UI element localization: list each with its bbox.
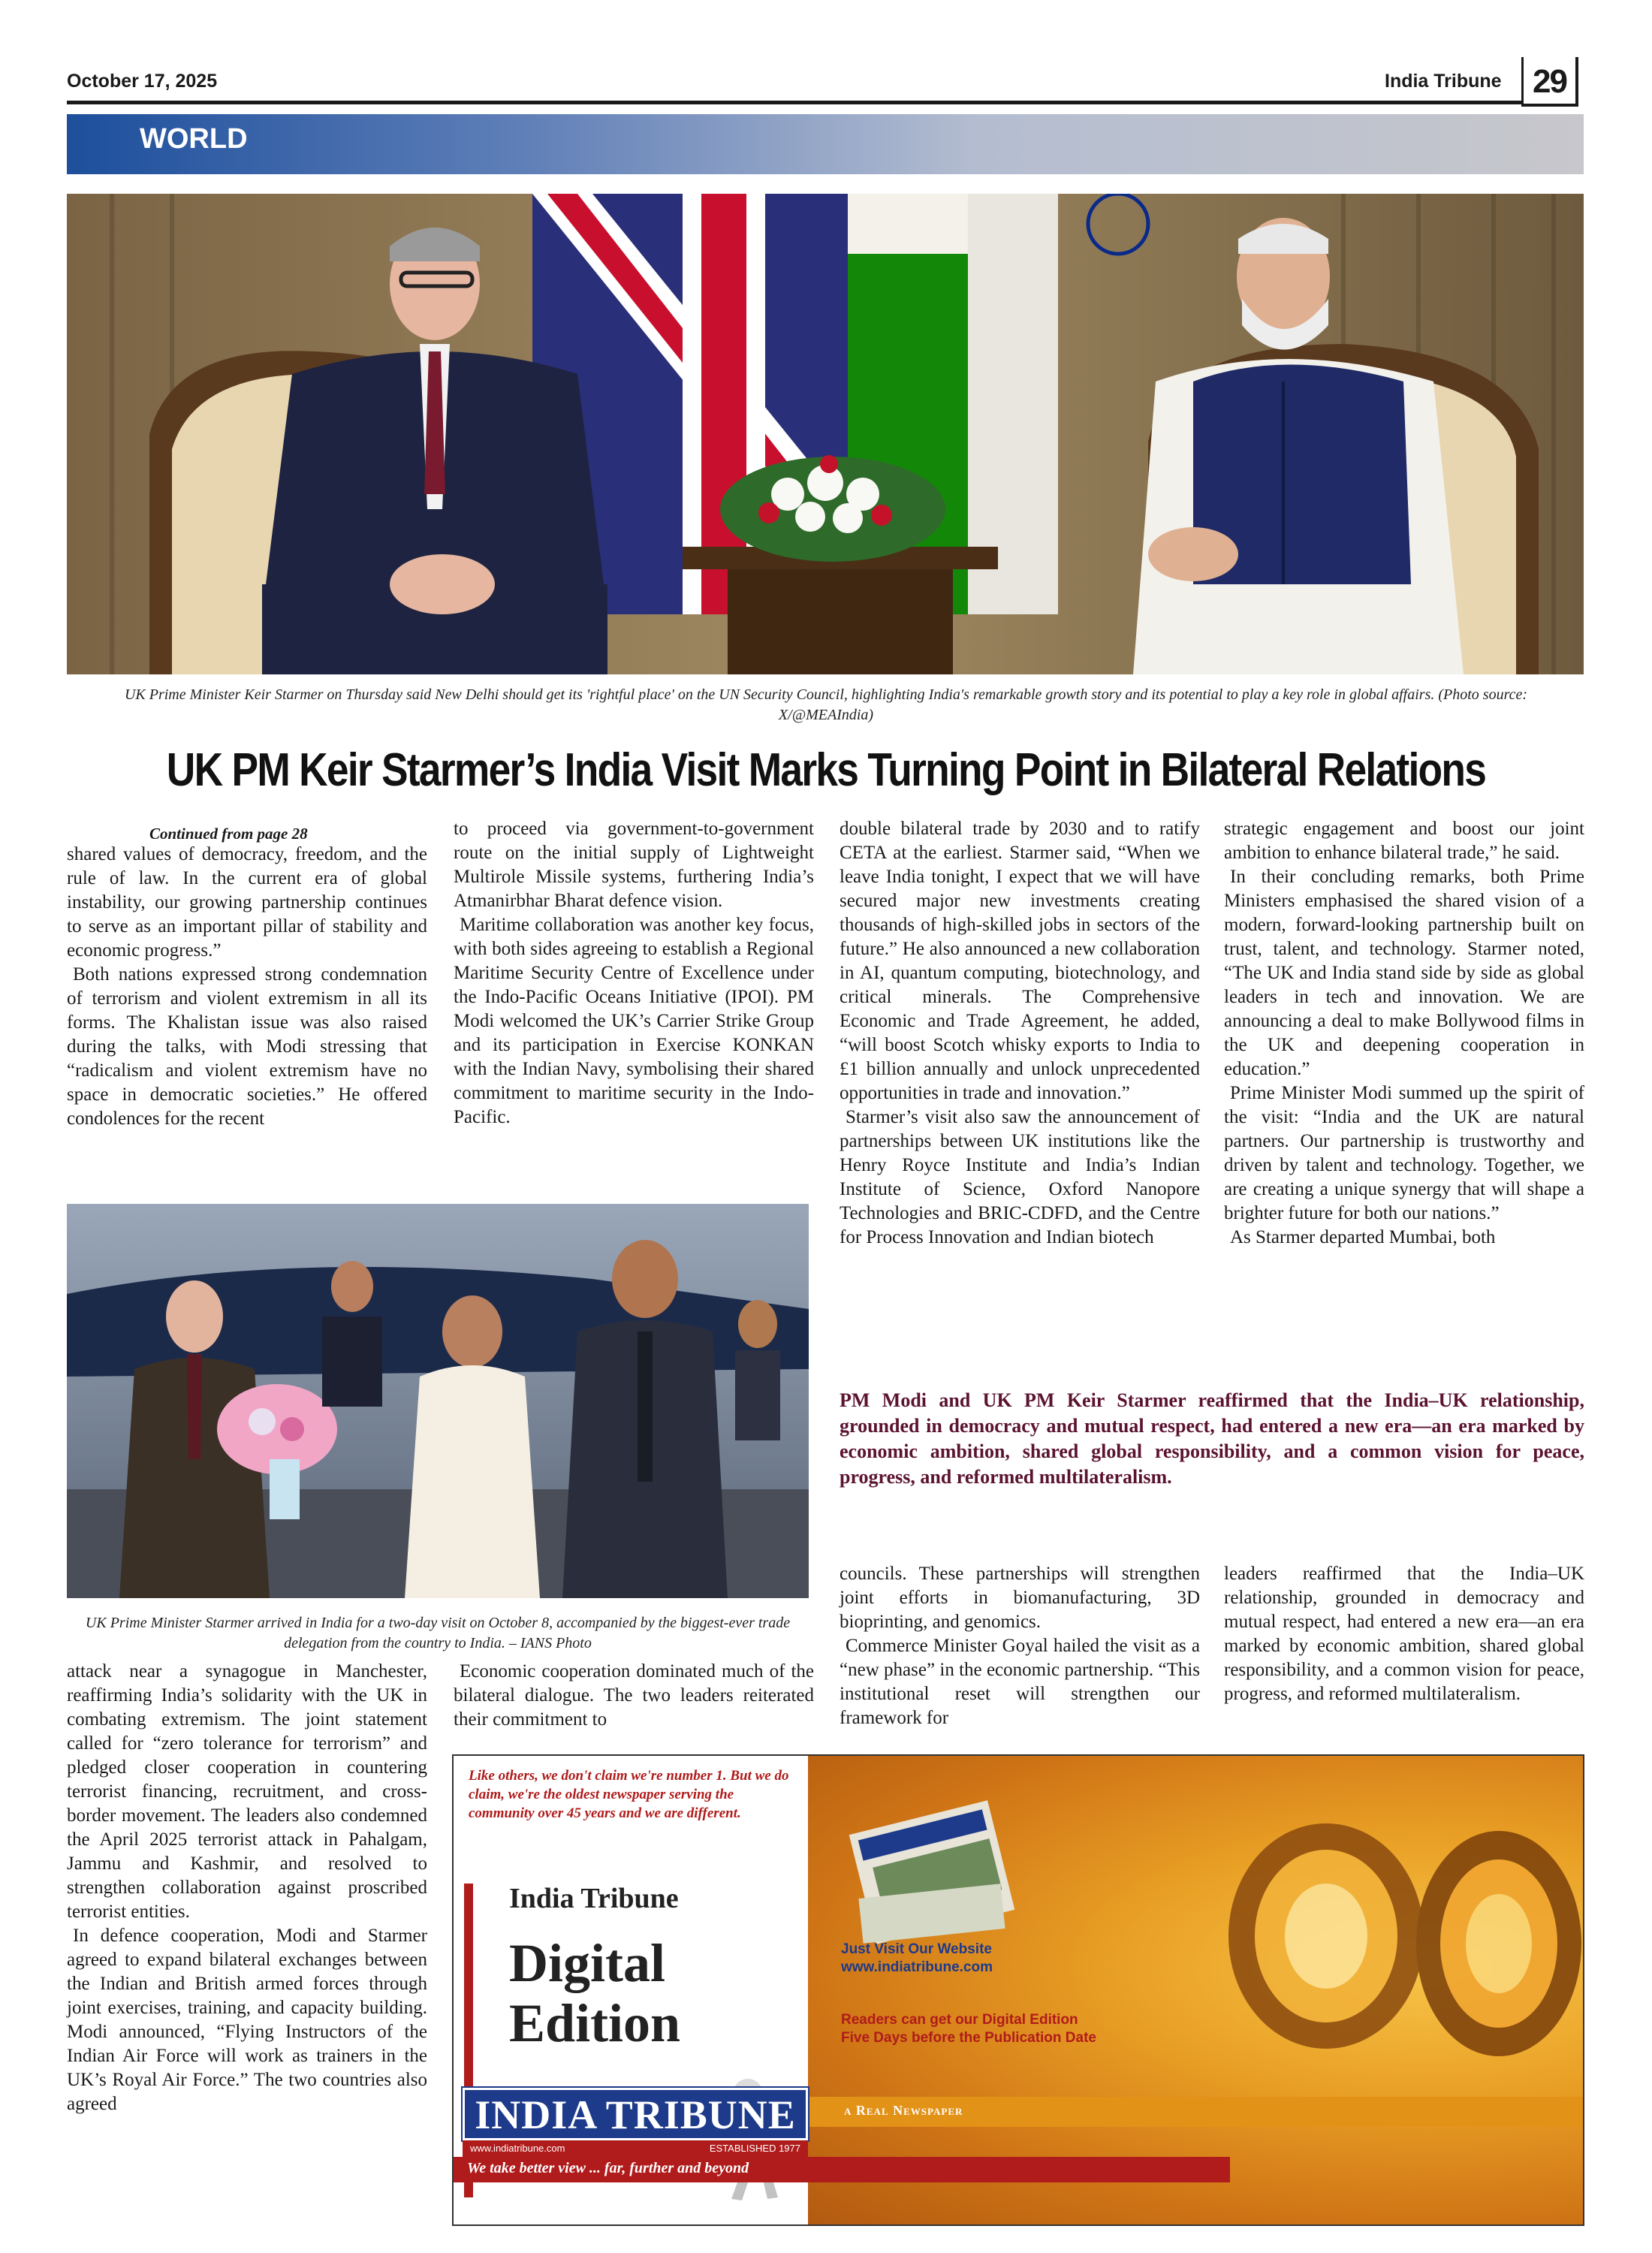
figure-background [735,1300,780,1440]
section-banner [67,114,1584,174]
column-2-bottom [454,1660,814,1732]
column-1-top [67,825,427,1131]
paragraph: leaders reaffirmed that the India–UK relationship, grounded in democracy and mutual respect, had entered a new era—an era marked by economic ambition, shared global responsibility, and a common vision for peace, progress, and reformed multilateralism. [1224,1564,1584,1704]
ad-logo-url[interactable] [463,2140,808,2157]
pull-quote: PM Modi and UK PM Keir Starmer reaffirmed that the India–UK relationship, grounded in democracy and mutual respect, had entered a new era—an era marked by economic ambition, shared global responsibility, and a common vision for peace, progress, and reformed multilateralism. [840,1389,1584,1488]
ad-digital-line2: Edition [509,1993,681,2053]
paragraph: strategic engagement and boost our joint ambition to enhance bilateral trade,” he said. [1224,819,1584,863]
ad-visit-line1: Just Visit Our Website [841,1941,992,1957]
ad-digital-edition [509,1933,680,2053]
ad-tagline: Like others, we don't claim we're number 1. But we do claim, we're the oldest newspaper serving the community over 45 years and we are different. [469,1768,789,1821]
arrival-photo-caption: UK Prime Minister Starmer arrived in India for a two-day visit on October 8, accompanied by the biggest-ever trade delegation from the country to India. – IANS Photo [85,1615,791,1651]
paragraph: to proceed via government-to-government route on the initial supply of Lightweight Multirole Missile systems, furthering India’s Atmanirbhar Bharat defence vision. [454,819,814,911]
arrival-photo [67,1204,809,1598]
paragraph: Economic cooperation dominated much of the bilateral dialogue. The two leaders reiterated their commitment to [454,1661,814,1730]
article-headline: UK PM Keir Starmer’s India Visit Marks Turning Point in Bilateral Relations [166,744,1486,796]
ad-url-text[interactable]: www.indiatribune.com [470,2143,565,2154]
ad-slogan: We take better view ... far, further and beyond [467,2160,749,2176]
meeting-illustration [67,194,1584,674]
ad-website-link[interactable]: www.indiatribune.com [841,1959,993,1975]
ad-readers-line2: Five Days before the Publication Date [841,2030,1096,2046]
ad-readers-line1: Readers can get our Digital Edition [841,2012,1078,2028]
column-4-top [1224,817,1584,1250]
ad-real-newspaper: a Real Newspaper [844,2103,963,2118]
paragraph: Commerce Minister Goyal hailed the visit as a “new phase” in the economic partnership. “This institutional reset will strengthen our framework for [840,1636,1200,1728]
column-1-bottom [67,1660,427,2116]
paragraph: As Starmer departed Mumbai, both [1230,1227,1496,1247]
ad-visit-text[interactable] [841,1941,993,1977]
paragraph: attack near a synagogue in Manchester, reaffirming India’s solidarity with the UK in combating extremism. The joint statement called for “zero tolerance for terrorism” and pledged closer cooperation in countering terrorist financing, recruitment, and cross-border movement. The leaders also condemned the April 2025 terrorist attack in Pahalgam, Jammu and Kashmir, and resolved to strengthen collaboration against proscribed terrorist entities. [67,1661,427,1922]
ad-right-panel [808,1756,1584,2224]
paragraph: Starmer’s visit also saw the announcement of partnerships between UK institutions like the Henry Royce Institute and India’s Indian Institute of Science, Oxford Nanopore Technologies and BRIC-CDFD, and the Centre for Process Innovation and Indian biotech [840,1107,1200,1247]
ad-est-text: ESTABLISHED 1977 [709,2143,800,2154]
continued-note: Continued from page 28 [149,825,308,843]
ad-logo[interactable]: INDIA TRIBUNE [463,2088,808,2140]
main-photo [67,194,1584,674]
paragraph: shared values of democracy, freedom, and the rule of law. In the current era of global instability, our growing partnership continues to serve as an important pillar of stability and economic progress.” [67,844,427,961]
paragraph: Maritime collaboration was another key focus, with both sides agreeing to establish a Regional Maritime Security Centre of Excellence under the Indo-Pacific Oceans Initiative (IPOI). PM Modi welcomed the UK’s Carrier Strike Group and its participation in Exercise KONKAN with the Indian Navy, symbolising their shared commitment to maritime security in the Indo-Pacific. [454,915,814,1127]
column-3-top [840,817,1200,1250]
paragraph: double bilateral trade by 2030 and to ratify CETA at the earliest. Starmer said, “When we leave India tonight, I expect that we will have secured major new investments creating thousands of high-skilled jobs in sectors of the future.” He also announced a new collaboration in AI, quantum computing, biotechnology, and critical minerals. The Comprehensive Economic and Trade Agreement, he added, “will boost Scotch whisky exports to India to £1 billion annually and unlock unprecedented opportunities in trade and innovation.” [840,819,1200,1103]
column-2-top [454,817,814,1130]
paper-name: India Tribune [1385,71,1502,92]
paragraph: Both nations expressed strong condemnation of terrorism and violent extremism in all its forms. The Khalistan issue was also raised during the talks, with Modi stressing that “radicalism and violent extremism have no space in democratic societies.” He offered condolences for the recent [67,964,427,1129]
paragraph: Prime Minister Modi summed up the spirit of the visit: “India and the UK are natural partners. Our partnership is trustworthy and driven by talent and technology. Together, we are creating a unique synergy that will shape a brighter future for both our nations.” [1224,1083,1584,1223]
newspaper-stack [849,1800,1015,1944]
ad-brand: India Tribune [509,1883,679,1914]
ad-readers-text [841,2011,1096,2047]
binoculars-icon [808,1756,1584,2224]
issue-date: October 17, 2025 [67,71,218,92]
paragraph: councils. These partnerships will strengthen joint efforts in biomanufacturing, 3D bioprinting, and genomics. [840,1564,1200,1632]
main-photo-caption: UK Prime Minister Keir Starmer on Thursday said New Delhi should get its 'rightful place' on the UN Security Council, highlighting India's remarkable growth story and its potential to play a key role in global affairs. (Photo source: X/@MEAIndia) [124,686,1528,723]
paragraph: In defence cooperation, Modi and Starmer agreed to expand bilateral exchanges between the Indian and British armed forces through joint exercises, training, and capacity building. Modi announced, “Flying Instructors of the Indian Air Force will work as trainers in the UK’s Royal Air Force.” The two countries also agreed [67,1926,427,2114]
paragraph: In their concluding remarks, both Prime Ministers emphasised the shared vision of a modern, forward-looking partnership built on trust, talent, and technology. Starmer noted, “The UK and India stand side by side as global leaders in tech and innovation. We are announcing a deal to make Bollywood films in the UK and deepening cooperation in education.” [1224,867,1584,1079]
column-3-bottom [840,1562,1200,1730]
ad-digital-line1: Digital [509,1933,665,1993]
page-number: 29 [1521,57,1578,107]
column-4-bottom [1224,1562,1584,1706]
header-rule [67,101,1522,104]
digital-edition-ad[interactable] [452,1754,1584,2226]
arrival-illustration [67,1204,809,1598]
section-label: WORLD [140,123,248,155]
